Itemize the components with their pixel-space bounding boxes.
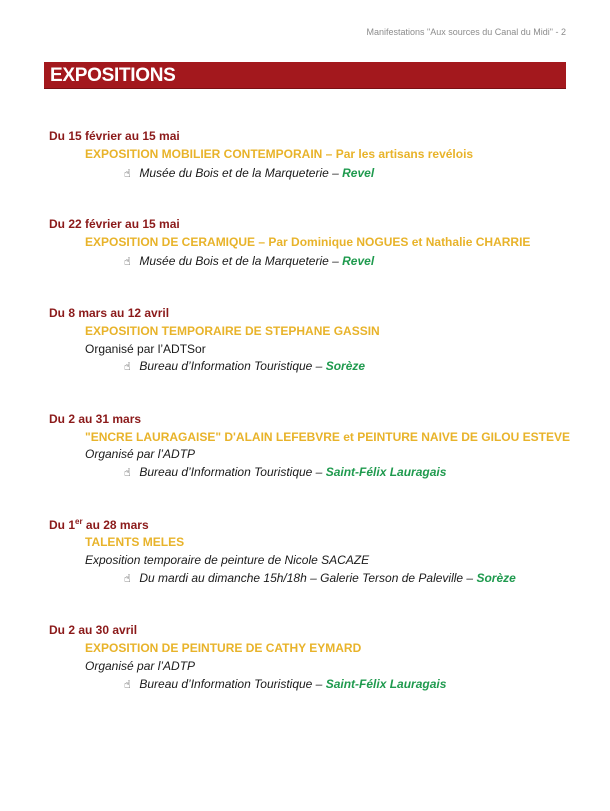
running-header: Manifestations "Aux sources du Canal du Midi" - 2 [366, 27, 566, 37]
event-venue [124, 465, 446, 479]
event-description: Exposition temporaire de peinture de Nicole SACAZE [85, 553, 370, 567]
event-title: "ENCRE LAURAGAISE" D'ALAIN LEFEBVRE et PEINTURE NAIVE DE GILOU ESTEVE [85, 430, 570, 444]
event-venue [124, 571, 516, 585]
pointing-hand-icon: ☝ [124, 361, 131, 373]
event-date: Du 15 février au 15 mai [49, 129, 180, 143]
event-date: Du 22 février au 15 mai [49, 217, 180, 231]
venue-name: Bureau d’Information Touristique – [139, 465, 326, 479]
event-venue [124, 677, 446, 691]
venue-name: Bureau d’Information Touristique – [139, 359, 326, 373]
pointing-hand-icon: ☝ [124, 168, 131, 180]
section-title: EXPOSITIONS [50, 65, 176, 86]
event-venue [124, 166, 374, 180]
venue-city: Saint-Félix Lauragais [325, 677, 447, 691]
venue-name: Musée du Bois et de la Marqueterie – [139, 254, 343, 268]
venue-city: Sorèze [476, 571, 516, 585]
event-date [49, 517, 149, 532]
venue-name: Du mardi au dimanche 15h/18h – Galerie Terson de Paleville – [139, 571, 477, 585]
event-title: EXPOSITION DE CERAMIQUE – Par Dominique NOGUES et Nathalie CHARRIE [85, 235, 531, 249]
venue-name: Musée du Bois et de la Marqueterie – [139, 166, 343, 180]
date-superscript: er [75, 517, 83, 526]
section-banner [44, 62, 566, 88]
event-organiser: Organisé par l’ADTP [85, 659, 196, 673]
pointing-hand-icon: ☝ [124, 256, 131, 268]
event-organiser: Organisé par l’ADTSor [85, 342, 206, 356]
event-organiser: Organisé par l’ADTP [85, 447, 196, 461]
venue-city: Revel [342, 166, 375, 180]
venue-city: Sorèze [325, 359, 366, 373]
event-date: Du 2 au 30 avril [49, 623, 138, 637]
venue-city: Saint-Félix Lauragais [325, 465, 447, 479]
event-title: EXPOSITION MOBILIER CONTEMPORAIN – Par les artisans revélois [85, 147, 474, 161]
pointing-hand-icon: ☝ [124, 679, 131, 691]
event-title: TALENTS MELES [85, 535, 185, 549]
event-venue [124, 254, 374, 268]
event-title: EXPOSITION TEMPORAIRE DE STEPHANE GASSIN [85, 324, 380, 338]
pointing-hand-icon: ☝ [124, 573, 131, 585]
event-date: Du 8 mars au 12 avril [49, 306, 170, 320]
date-suffix: au 28 mars [82, 518, 149, 532]
pointing-hand-icon: ☝ [124, 467, 131, 479]
date-prefix: Du 1 [49, 518, 76, 532]
event-title: EXPOSITION DE PEINTURE DE CATHY EYMARD [85, 641, 362, 655]
venue-name: Bureau d’Information Touristique – [139, 677, 326, 691]
event-venue [124, 359, 365, 373]
event-date: Du 2 au 31 mars [49, 412, 142, 426]
venue-city: Revel [342, 254, 375, 268]
